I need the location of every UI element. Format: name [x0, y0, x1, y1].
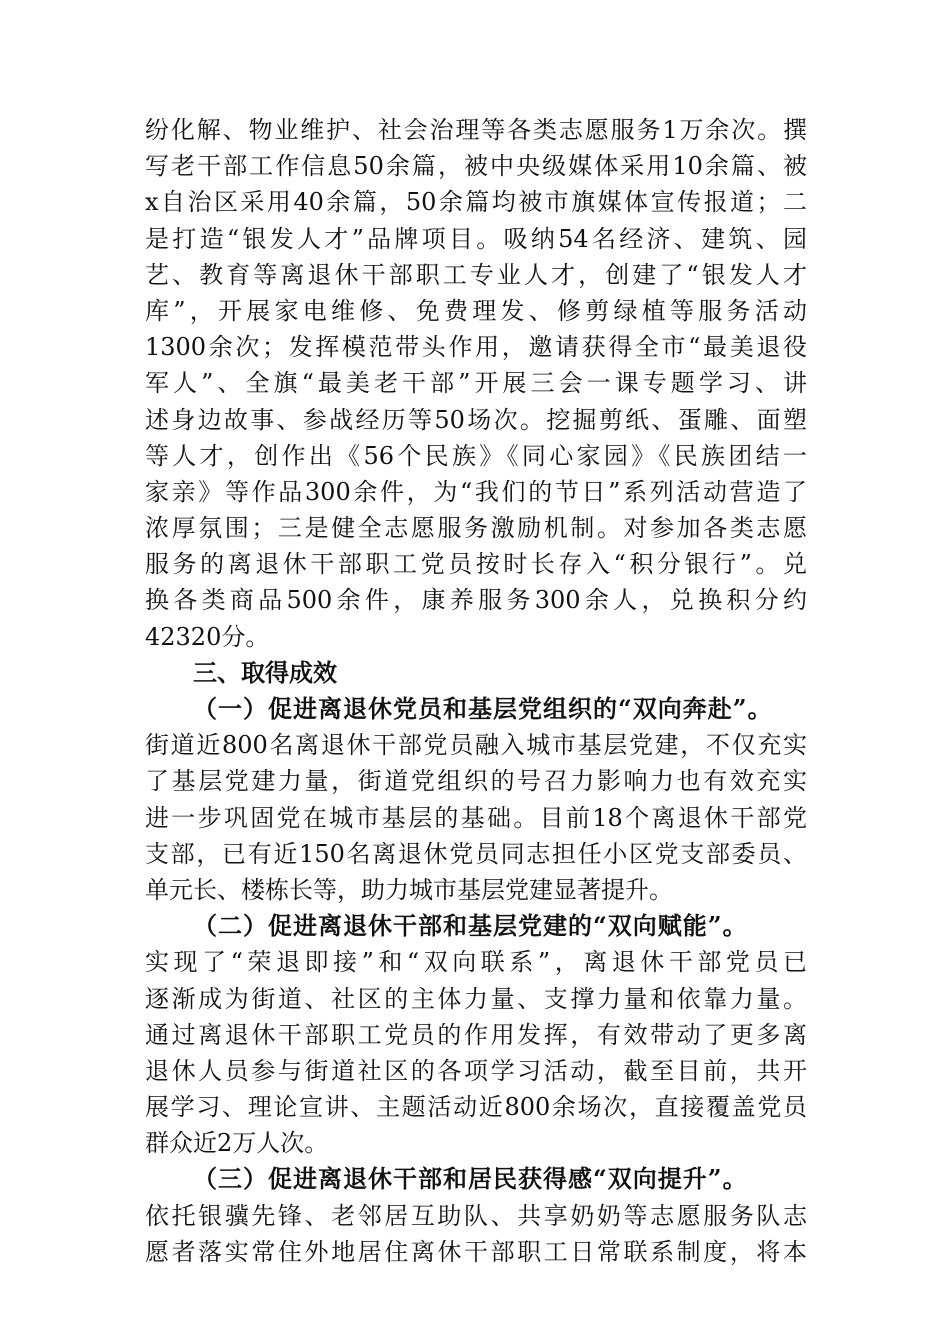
text-line-19: 了基层党建力量，街道党组织的号召力影响力也有效充实 — [145, 767, 807, 796]
document-body — [145, 112, 807, 1270]
subheading-2: （二）促进离退休干部和基层党建的“双向赋能”。 — [193, 911, 748, 941]
text-line-10: 等人才，创作出《56个民族》《同心家园》《民族团结一 — [145, 441, 807, 470]
text-line-6: 库”，开展家电维修、免费理发、修剪绿植等服务活动 — [145, 296, 807, 325]
text-line-18: 街道近800名离退休干部党员融入城市基层党建，不仅充实 — [145, 731, 807, 760]
text-line-4: 是打造“银发人才”品牌项目。吸纳54名经济、建筑、园 — [145, 224, 807, 253]
text-line-15: 42320分。 — [145, 622, 270, 651]
text-line-13: 服务的离退休干部职工党员按时长存入“积分银行”。兑 — [145, 550, 807, 579]
subheading-1: （一）促进离退休党员和基层党组织的“双向奔赴”。 — [193, 694, 773, 723]
text-line-29: 群众近2万人次。 — [145, 1129, 329, 1158]
text-line-5: 艺、教育等离退休干部职工专业人才，创建了“银发人才 — [145, 260, 807, 289]
text-line-32: 愿者落实常住外地居住离休干部职工日常联系制度，将本 — [145, 1237, 807, 1266]
text-line-27: 退休人员参与街道社区的各项学习活动，截至目前，共开 — [145, 1056, 807, 1085]
text-line-12: 浓厚氛围；三是健全志愿服务激励机制。对参加各类志愿 — [145, 514, 807, 543]
text-line-21: 支部，已有近150名离退休党员同志担任小区党支部委员、 — [145, 839, 807, 868]
text-line-7: 1300余次；发挥模范带头作用，邀请获得全市“最美退役 — [145, 333, 807, 362]
text-line-31: 依托银骥先锋、老邻居互助队、共享奶奶等志愿服务队志 — [145, 1201, 807, 1230]
text-line-3: x自治区采用40余篇，50余篇均被市旗媒体宣传报道；二 — [145, 188, 807, 217]
text-line-1: 纷化解、物业维护、社会治理等各类志愿服务1万余次。撰 — [145, 116, 807, 144]
text-line-8: 军人”、全旗“最美老干部”开展三会一课专题学习、讲 — [145, 369, 807, 398]
section-heading: 三、取得成效 — [193, 658, 337, 687]
text-line-28: 展学习、理论宣讲、主题活动近800余场次，直接覆盖党员 — [145, 1093, 807, 1122]
subheading-3: （三）促进离退休干部和居民获得感“双向提升”。 — [193, 1164, 748, 1194]
text-line-2: 写老干部工作信息50余篇，被中央级媒体采用10余篇、被 — [145, 152, 807, 181]
text-line-22: 单元长、楼栋长等，助力城市基层党建显著提升。 — [145, 875, 673, 904]
text-line-9: 述身边故事、参战经历等50场次。挖掘剪纸、蛋雕、面塑 — [145, 405, 807, 434]
text-line-14: 换各类商品500余件，康养服务300余人，兑换积分约 — [145, 586, 807, 615]
text-line-24: 实现了“荣退即接”和“双向联系”，离退休干部党员已 — [145, 948, 807, 977]
text-line-11: 家亲》等作品300余件，为“我们的节日”系列活动营造了 — [145, 477, 807, 506]
text-line-20: 进一步巩固党在城市基层的基础。目前18个离退休干部党 — [145, 803, 807, 832]
text-line-25: 逐渐成为街道、社区的主体力量、支撑力量和依靠力量。 — [145, 984, 807, 1013]
text-line-26: 通过离退休干部职工党员的作用发挥，有效带动了更多离 — [145, 1020, 807, 1049]
